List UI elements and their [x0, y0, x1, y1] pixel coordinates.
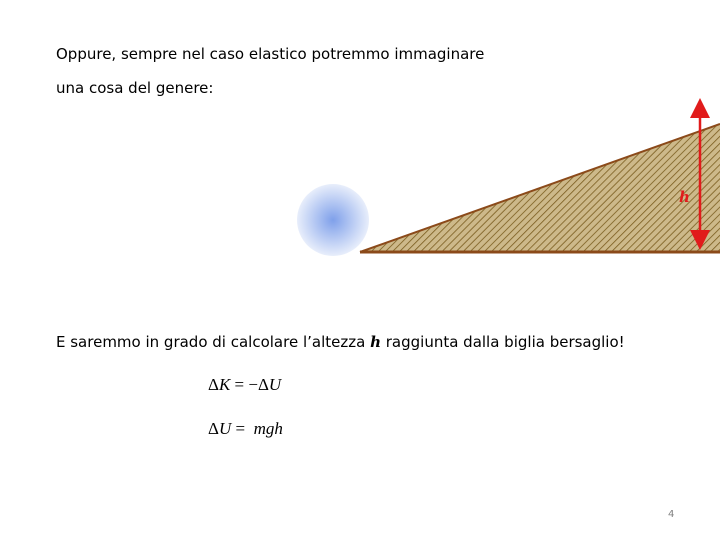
equation-potential-energy — [208, 419, 283, 439]
conclusion-text-part-1: E saremmo in grado di calcolare l’altezza — [56, 333, 371, 351]
conclusion-h-symbol: h — [370, 333, 381, 351]
intro-text-part-1: Oppure, sempre nel caso — [56, 45, 249, 63]
eq2-rhs: mgh — [253, 419, 283, 438]
eq1-delta-1: Δ — [208, 375, 219, 394]
intro-text-bold: elastico — [248, 45, 307, 63]
ball-icon — [297, 184, 369, 256]
eq1-relation: = − — [230, 375, 258, 394]
conclusion-text — [56, 333, 625, 351]
page-number: 4 — [668, 509, 675, 520]
eq2-relation: = — [231, 419, 254, 438]
ramp-icon — [360, 124, 720, 252]
height-label: h — [679, 188, 690, 206]
intro-text-part-2: potremmo immaginare — [306, 45, 485, 63]
eq1-delta-2: Δ — [257, 375, 269, 394]
eq2-delta: Δ — [208, 419, 219, 438]
intro-text-line-2: una cosa del genere: — [56, 79, 214, 97]
equation-energy-balance — [208, 375, 281, 395]
eq1-var-u: U — [268, 375, 282, 394]
eq1-var-k: K — [218, 375, 231, 394]
eq2-var-u: U — [218, 419, 232, 438]
conclusion-text-part-2: raggiunta dalla biglia bersaglio! — [380, 333, 625, 351]
